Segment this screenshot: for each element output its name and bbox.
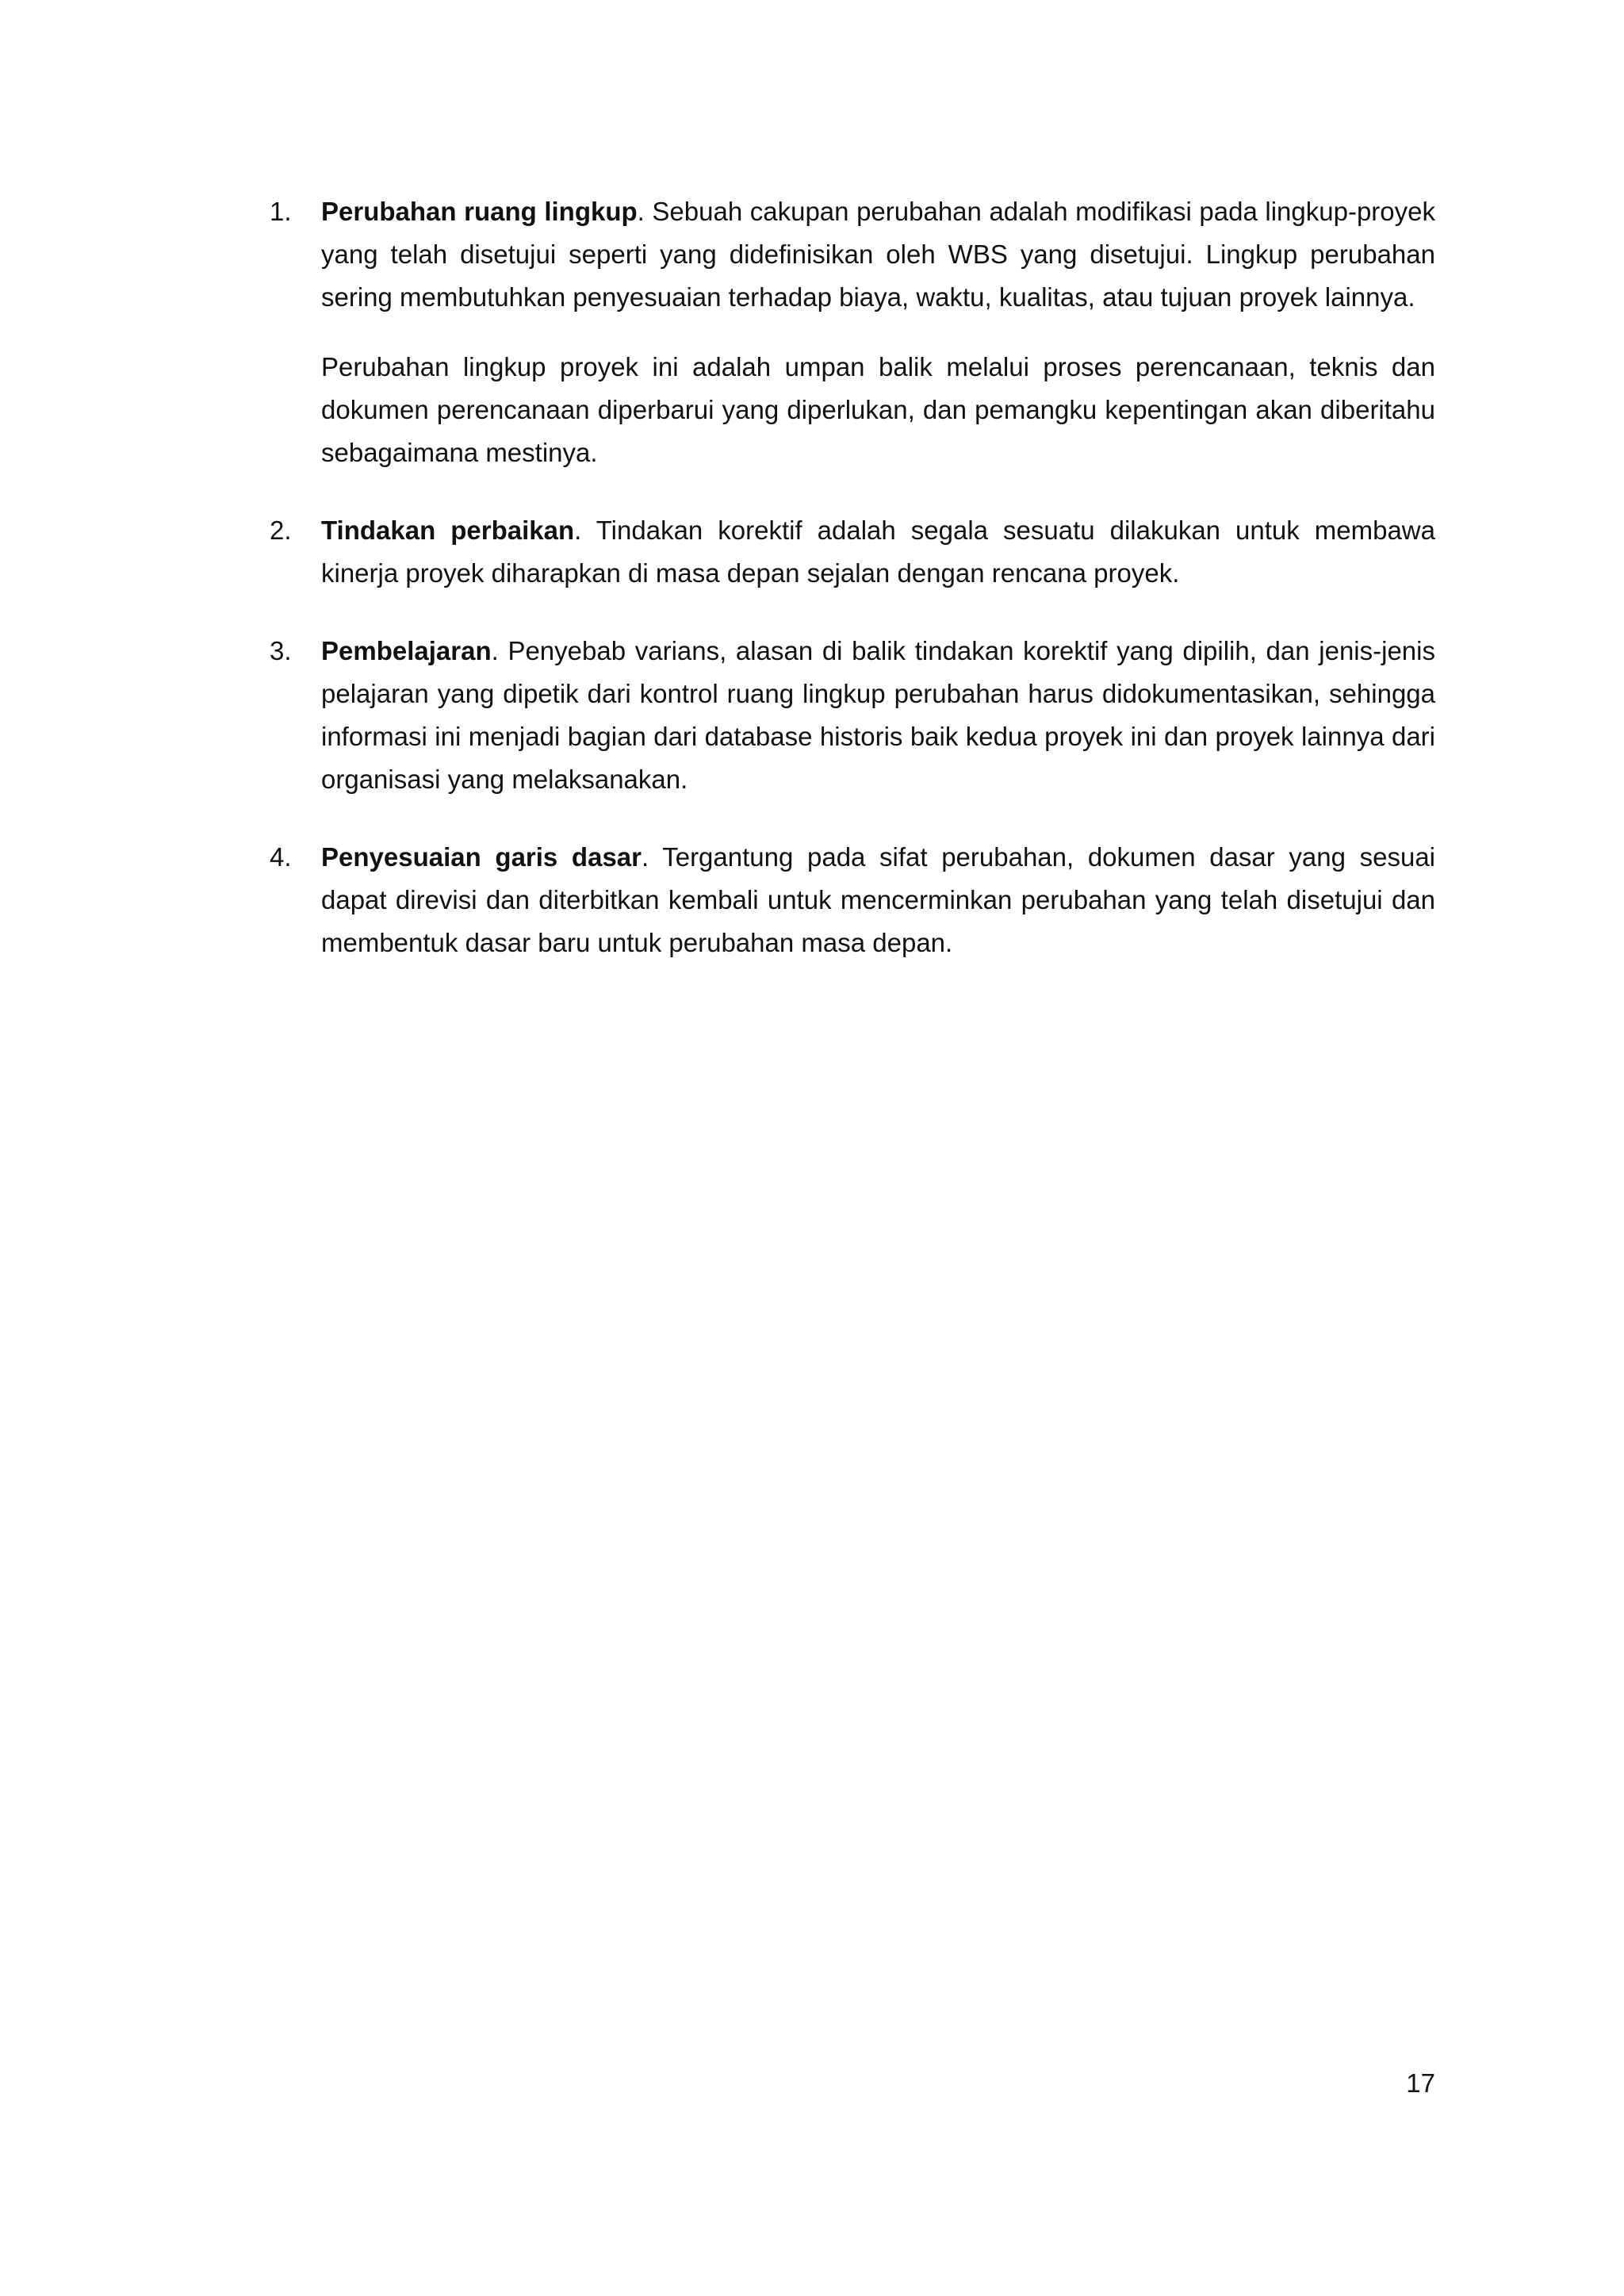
page-number: 17 [1406,2068,1435,2098]
list-item-term: Tindakan perbaikan [321,516,575,545]
list-item [270,190,1435,474]
list-item-text: . Tergantung pada sifat perubahan, dokumen dasar yang sesuai dapat direvisi dan diterbitkan kembali untuk mencerminkan perubahan yang telah disetujui dan membentuk dasar baru untuk perubahan masa depan. [321,842,1436,957]
list-item-term: Penyesuaian garis dasar [321,842,642,872]
list-item-number: 4. [270,842,292,872]
list-item-extra-paragraph: Perubahan lingkup proyek ini adalah umpan balik melalui proses perencanaan, teknis dan dokumen perencanaan diperbarui yang diperlukan, dan pemangku kepentingan akan diberitahu sebagaimana mestinya. [321,352,1435,467]
list-item-text: . Penyebab varians, alasan di balik tindakan korektif yang dipilih, dan jenis-jenis pelajaran yang dipetik dari kontrol ruang lingkup perubahan harus didokumentasikan, sehingga informasi ini menjadi bagian dari database historis baik kedua proyek ini dan proyek lainnya dari organisasi yang melaksanakan. [321,636,1435,794]
list-item-term: Pembelajaran [321,636,492,665]
list-item-paragraph [321,190,1435,319]
numbered-list [270,190,1435,999]
list-item-paragraph [321,630,1435,801]
list-item-paragraph [321,836,1435,964]
list-item-number: 1. [270,197,292,226]
list-item-term: Perubahan ruang lingkup [321,197,638,226]
list-item [270,836,1435,964]
list-item-number: 2. [270,516,292,545]
list-item-text: . Tindakan korektif adalah segala sesuatu dilakukan untuk membawa kinerja proyek diharapkan di masa depan sejalan dengan rencana proyek. [321,516,1435,588]
list-item-text: . Sebuah cakupan perubahan adalah modifikasi pada lingkup-proyek yang telah disetujui seperti yang didefinisikan oleh WBS yang disetujui. Lingkup perubahan sering membutuhkan penyesuaian terhadap biaya, waktu, kualitas, atau tujuan proyek lainnya. [321,197,1435,312]
list-item [270,630,1435,801]
list-item-paragraph [321,509,1435,595]
list-item [270,509,1435,595]
list-item-number: 3. [270,636,292,665]
